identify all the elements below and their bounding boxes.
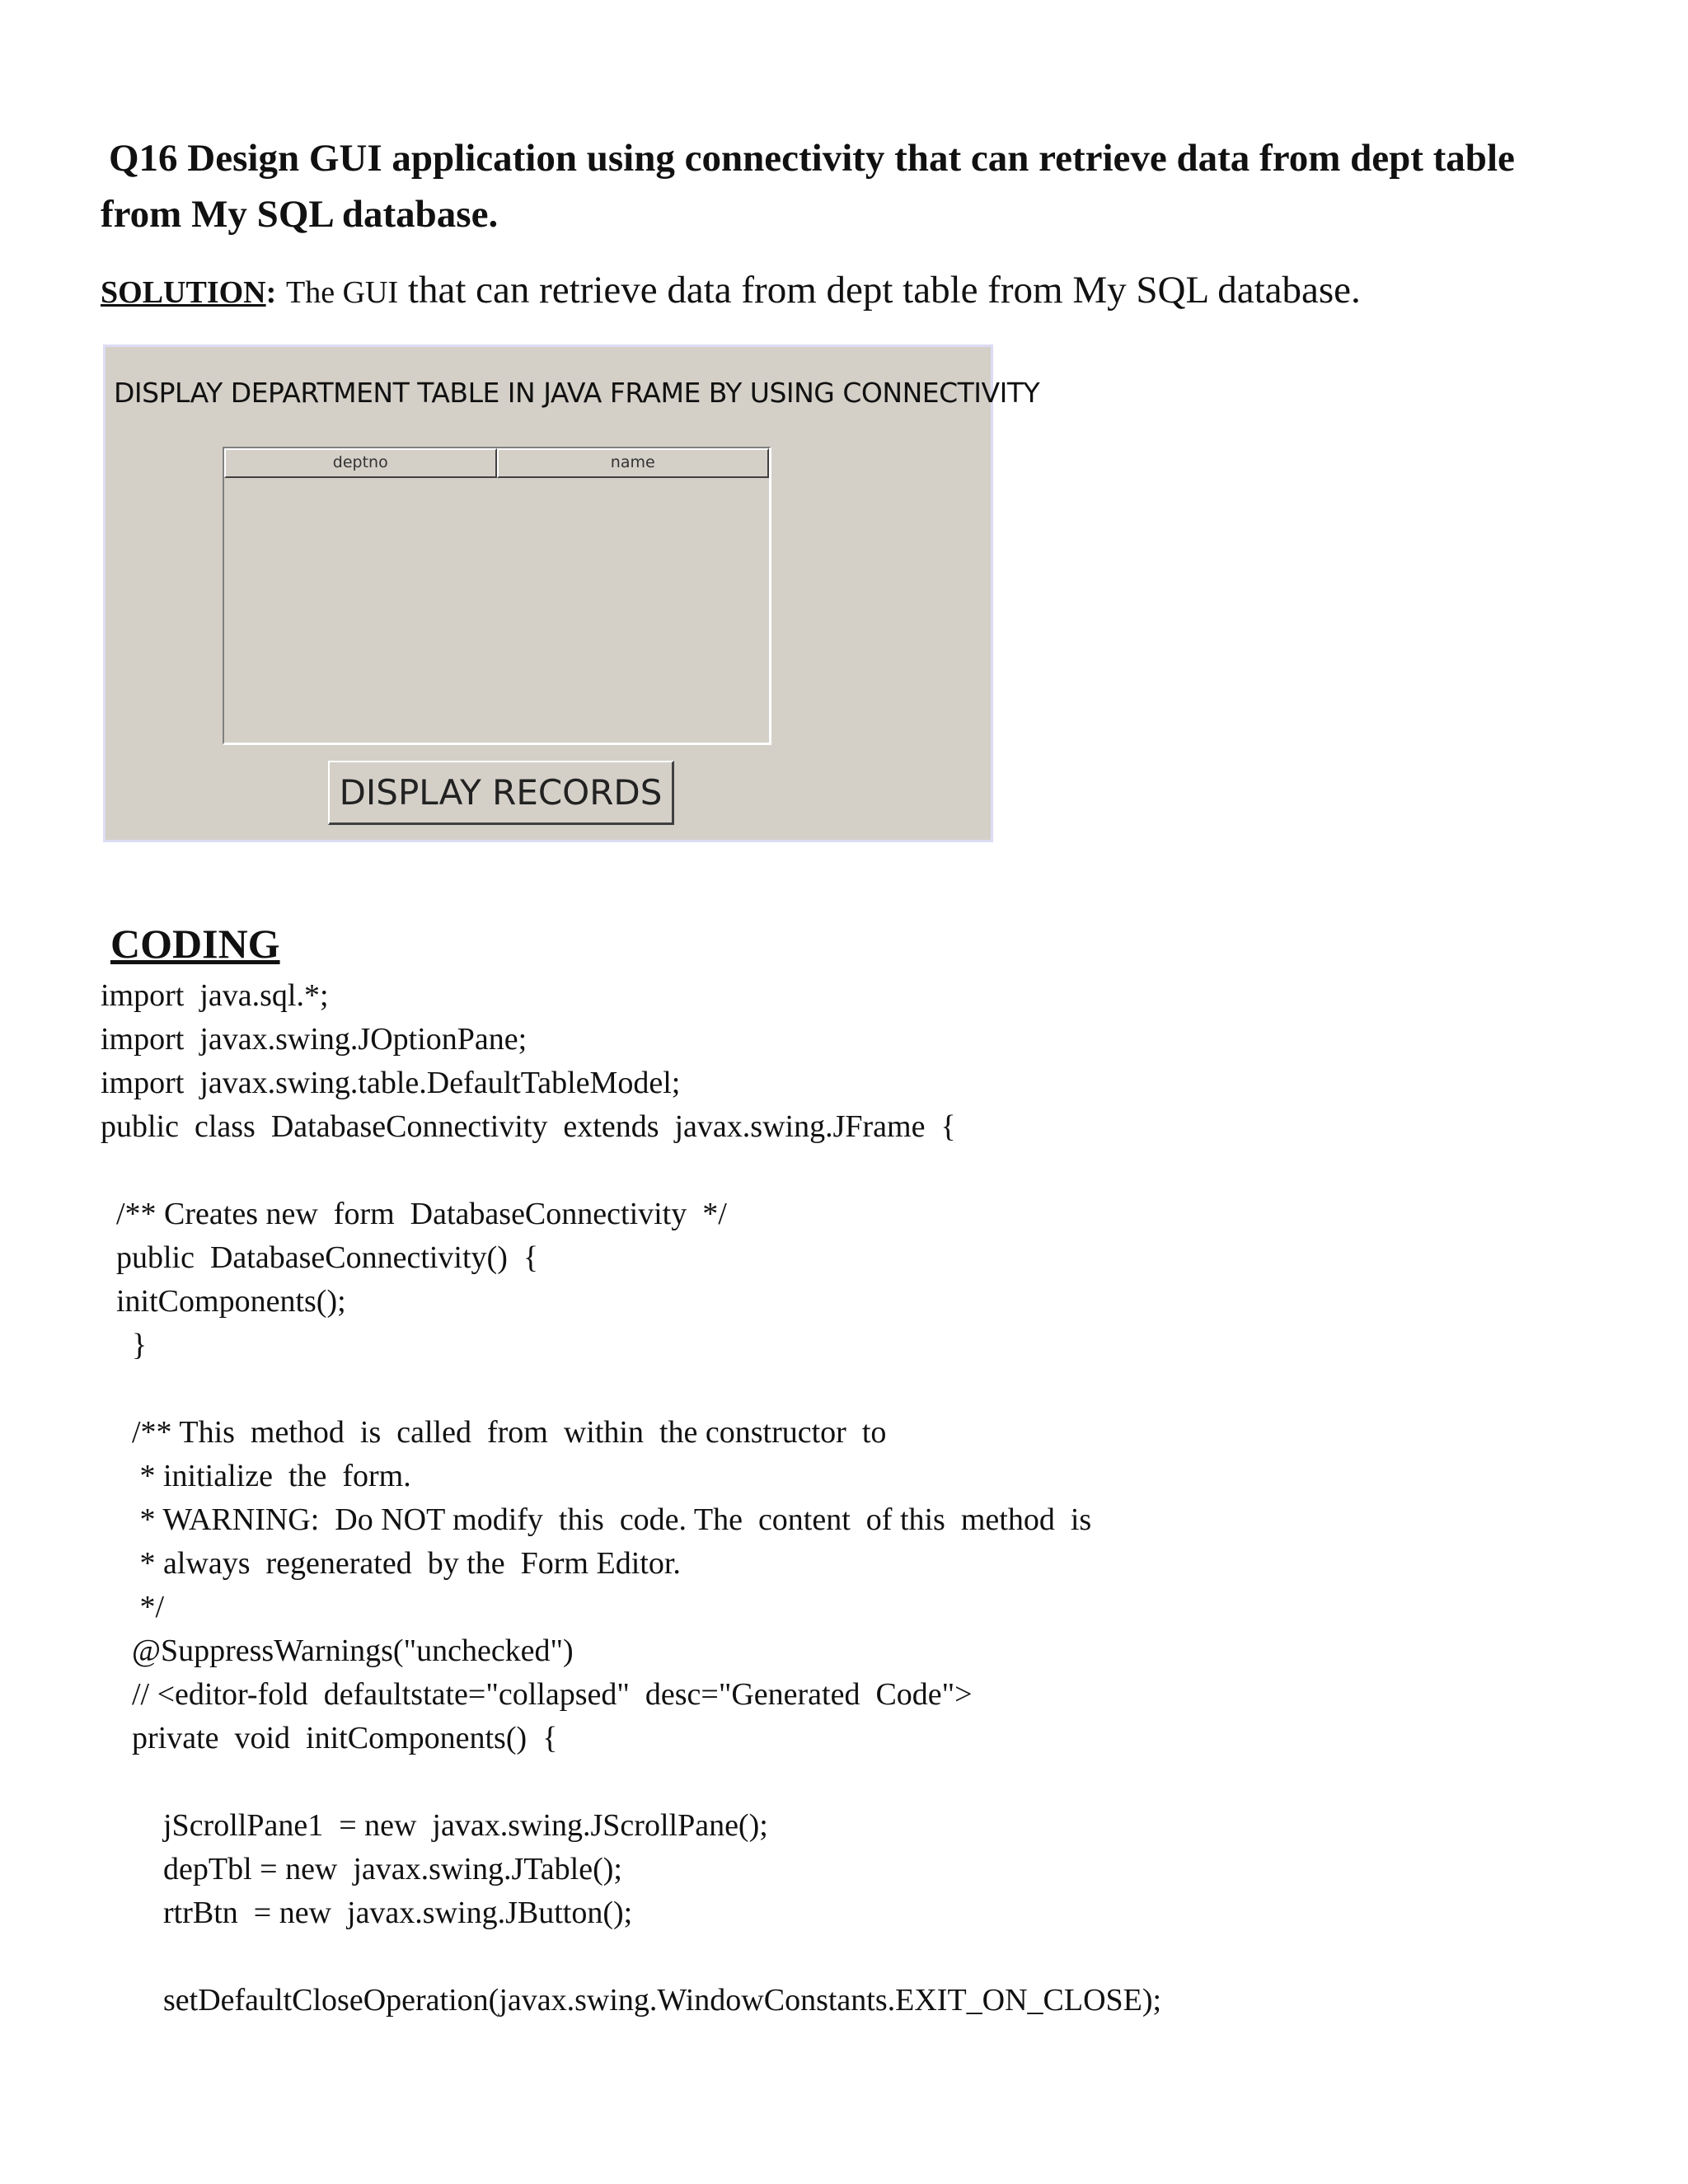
solution-text: that can retrieve data from dept table from My SQL database. (398, 269, 1361, 312)
table-body[interactable] (224, 480, 769, 743)
java-frame-screenshot (103, 344, 1040, 842)
code-line: /** Creates new form DatabaseConnectivity */ (101, 1197, 727, 1231)
coding-heading: CODING (110, 921, 280, 967)
code-line: public class DatabaseConnectivity extends javax.swing.JFrame { (101, 1109, 956, 1144)
question-heading (101, 130, 1601, 242)
code-line: setDefaultCloseOperation(javax.swing.WindowConstants.EXIT_ON_CLOSE); (101, 1983, 1162, 2018)
code-line: */ (101, 1590, 165, 1624)
code-line: * WARNING: Do NOT modify this code. The content of this method is (101, 1502, 1092, 1537)
column-header-deptno[interactable]: deptno (224, 448, 497, 478)
question-line-1: Q16 Design GUI application using connectivity that can retrieve data from dept table (109, 137, 1515, 180)
code-line: * always regenerated by the Form Editor. (101, 1546, 681, 1581)
solution-colon: : (265, 275, 277, 310)
code-line: jScrollPane1 = new javax.swing.JScrollPane(); (101, 1808, 768, 1843)
solution-statement (101, 265, 1361, 317)
frame-title: DISPLAY DEPARTMENT TABLE IN JAVA FRAME BY USING CONNECTIVITY (114, 377, 1040, 409)
question-line-2: from My SQL database. (101, 193, 499, 236)
code-line: // <editor-fold defaultstate="collapsed" desc="Generated Code"> (101, 1677, 973, 1712)
code-line: public DatabaseConnectivity() { (101, 1240, 539, 1275)
code-line: import java.sql.*; (101, 978, 329, 1013)
code-line: /** This method is called from within the constructor to (101, 1415, 887, 1450)
solution-label: SOLUTION (101, 275, 266, 310)
solution-lead: The GUI (286, 275, 399, 310)
code-line: import javax.swing.table.DefaultTableModel; (101, 1066, 681, 1100)
code-line: rtrBtn = new javax.swing.JButton(); (101, 1896, 633, 1930)
code-line: } (101, 1328, 148, 1362)
code-line: private void initComponents() { (101, 1721, 558, 1755)
display-records-button[interactable]: DISPLAY RECORDS (328, 761, 674, 825)
code-line: @SuppressWarnings("unchecked") (101, 1633, 574, 1668)
code-line: depTbl = new javax.swing.JTable(); (101, 1852, 622, 1886)
code-line: * initialize the form. (101, 1459, 411, 1493)
code-line: initComponents(); (101, 1284, 346, 1319)
table-header (224, 448, 769, 478)
code-line: import javax.swing.JOptionPane; (101, 1022, 528, 1057)
department-table[interactable] (223, 447, 771, 745)
column-header-name[interactable]: name (497, 448, 770, 478)
